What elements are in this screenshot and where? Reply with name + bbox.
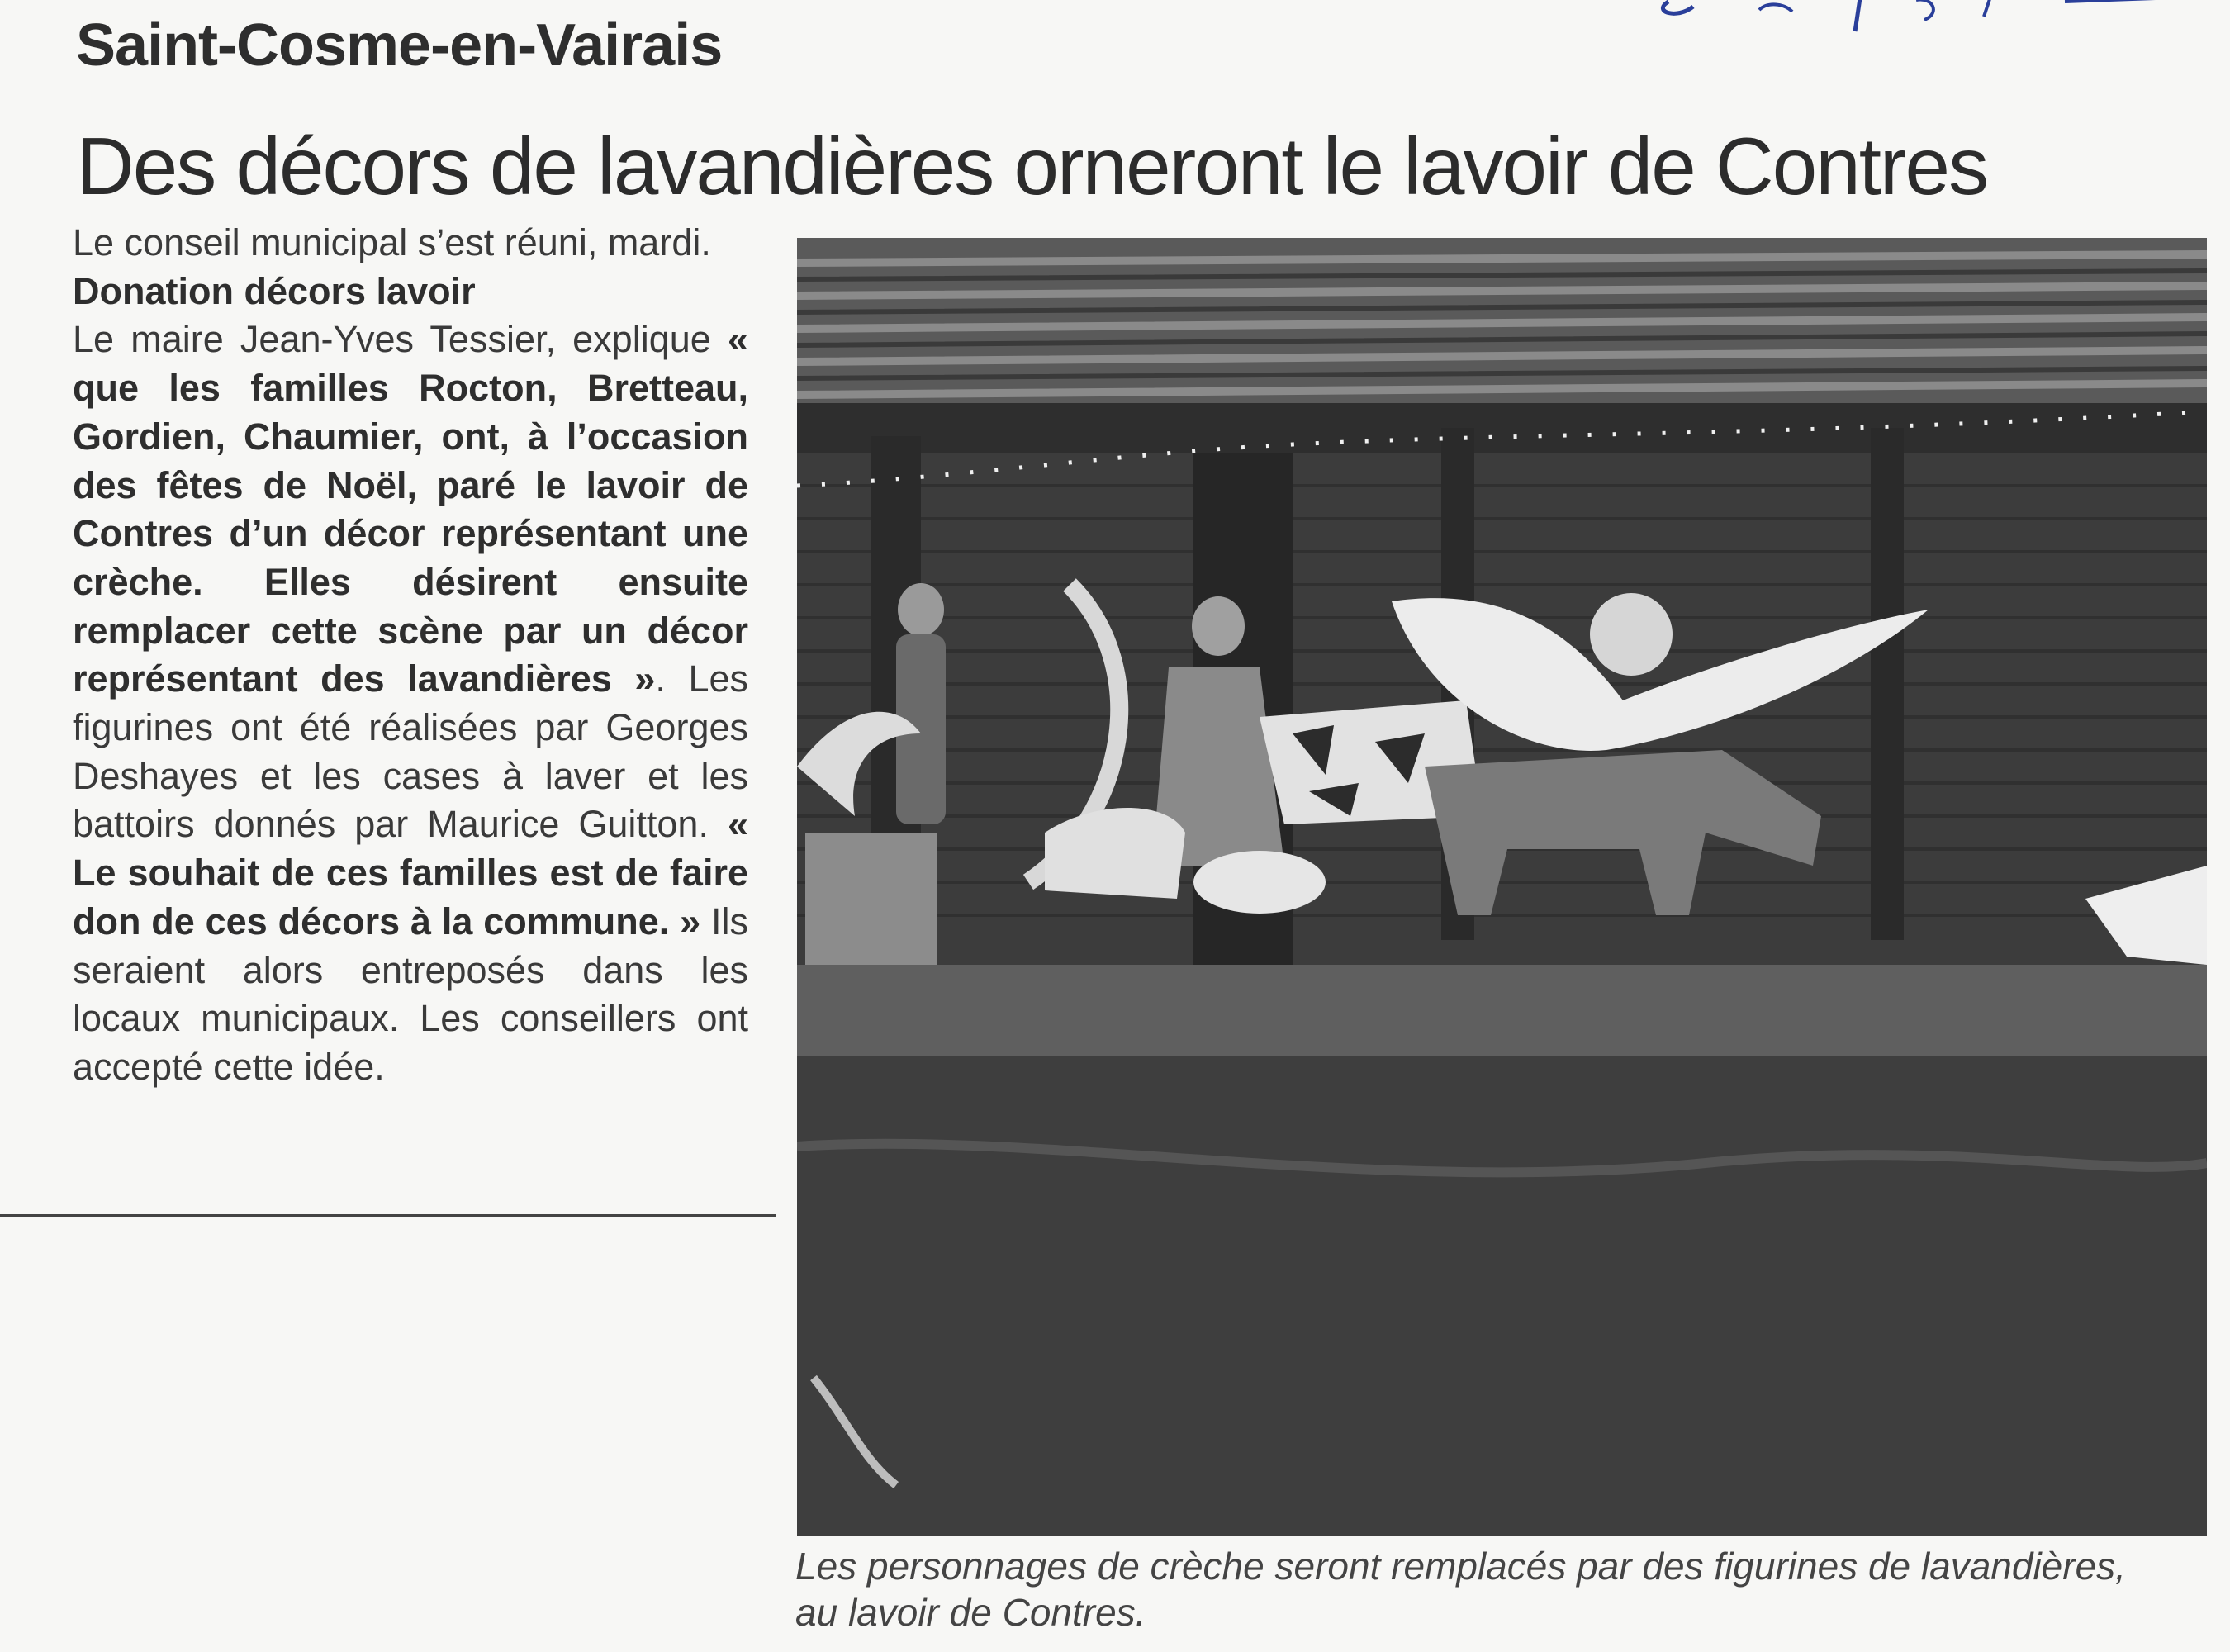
figure-lamb <box>1193 851 1326 914</box>
article-end-rule <box>0 1214 776 1217</box>
body-lead: Le maire Jean-Yves Tessier, explique <box>73 318 728 361</box>
article-body <box>73 219 748 1092</box>
photo-caption <box>795 1543 2224 1635</box>
article-intro: Le conseil municipal s’est réuni, mardi. <box>73 221 711 263</box>
body-quote-families: « que les familles Rocton, Bretteau, Gordien, Chaumier, ont, à l’occasion des fêtes de Noël, paré le lavoir de Contres d’un décor représentant une crèche. Elles désirent ensuite remplacer cette scène par un décor représentant des lavandières » <box>73 318 748 700</box>
handwritten-annotation <box>1644 0 2189 45</box>
caption-line-2: au lavoir de Contres. <box>795 1591 1146 1634</box>
wash-ledge <box>797 965 2207 1056</box>
roof-tiles <box>797 238 2207 411</box>
article-subheading: Donation décors lavoir <box>73 269 476 312</box>
caption-line-1: Les personnages de crèche seront remplacés par des figurines de lavandières, <box>795 1545 2126 1588</box>
body-quote-donation: « Le souhait de ces familles est de faire don de ces décors à la commune. » <box>73 803 748 942</box>
body-end: Ils seraient alors entreposés dans les locaux municipaux. Les conseillers ont accepté cette idée. <box>73 900 748 1088</box>
body-middle: . Les figurines ont été réalisées par Georges Deshayes et les cases à laver et les battoirs donnés par Maurice Guitton. <box>73 657 748 846</box>
article-paragraph <box>73 316 748 1091</box>
water-reflection <box>797 1056 2207 1536</box>
figure-shepherd <box>896 583 946 824</box>
commune-heading: Saint-Cosme-en-Vairais <box>76 12 723 78</box>
nativity-scene-photo <box>797 238 2207 1536</box>
roof-beam <box>797 403 2207 453</box>
wooden-post <box>1871 428 1904 940</box>
article-headline: Des décors de lavandières orneront le lavoir de Contres <box>76 121 1988 211</box>
figure-white-dog <box>1045 808 1185 899</box>
